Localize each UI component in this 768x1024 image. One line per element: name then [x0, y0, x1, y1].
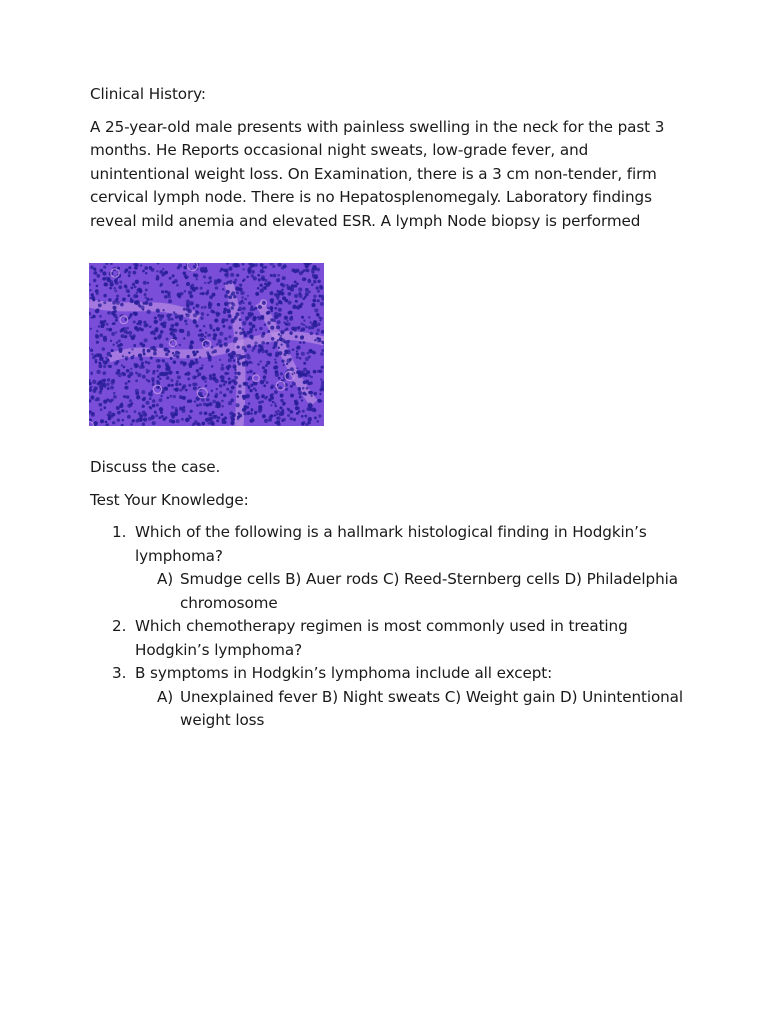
question-number: 2.	[112, 617, 127, 635]
question-item	[90, 521, 690, 615]
question-text: B symptoms in Hodgkin’s lymphoma include all except:	[135, 664, 553, 682]
question-number: 1.	[112, 523, 127, 541]
clinical-history-text: A 25-year-old male presents with painless swelling in the neck for the past 3 months. He Reports occasional night sweats, low-grade fever, and unintentional weight loss. On Examination, there is a 3 cm non-tender, firm cervical lymph node. There is no Hepatosplenomegaly. Laboratory findings reveal mild anemia and elevated ESR. A lymph Node biopsy is performed	[90, 117, 665, 230]
document-body	[90, 83, 690, 733]
options-text: Unexplained fever B) Night sweats C) Weight gain D) Unintentional weight loss	[180, 687, 684, 729]
clinical-history-heading: Clinical History:	[90, 85, 206, 103]
histology-micrograph-image	[89, 263, 324, 426]
answer-options	[135, 568, 690, 615]
option-label: A)	[157, 687, 174, 706]
question-list	[90, 521, 690, 733]
option-label: A)	[157, 570, 174, 588]
question-item	[90, 615, 690, 662]
discuss-prompt: Discuss the case.	[90, 458, 221, 476]
test-your-knowledge-heading: Test Your Knowledge:	[90, 490, 249, 509]
question-item	[90, 662, 690, 733]
question-text: Which chemotherapy regimen is most commonly used in treating Hodgkin’s lymphoma?	[135, 617, 628, 659]
question-text: Which of the following is a hallmark histological finding in Hodgkin’s lymphoma?	[135, 523, 647, 565]
answer-options	[135, 686, 690, 733]
options-text: Smudge cells B) Auer rods C) Reed-Sternberg cells D) Philadelphia chromosome	[180, 570, 678, 612]
question-number: 3.	[112, 664, 127, 682]
